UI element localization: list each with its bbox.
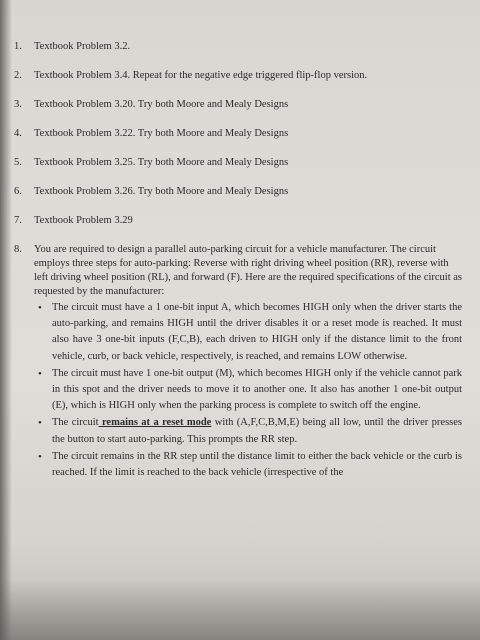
spec-bullet-inputs bbox=[34, 300, 462, 365]
problem-text: Textbook Problem 3.20. Try both Moore and Mealy Designs bbox=[34, 99, 289, 110]
spec-bullet-rr-step bbox=[34, 449, 462, 481]
problem-number: 8. bbox=[14, 244, 22, 255]
problem-text: Textbook Problem 3.29 bbox=[34, 215, 133, 226]
page-bottom-shadow bbox=[0, 580, 480, 640]
problem-number: 7. bbox=[14, 215, 22, 226]
problem-item-3 bbox=[14, 98, 462, 112]
spec-text-emphasis: remains at a reset mode bbox=[98, 417, 212, 429]
spec-bullet-outputs bbox=[34, 366, 462, 415]
problem-item-8 bbox=[14, 243, 462, 481]
problem-number: 3. bbox=[14, 99, 22, 110]
problem-text: Textbook Problem 3.2. bbox=[34, 41, 131, 52]
spec-text-post: with (A,F,C,B,M,E) being all low, until the driver presses the button to start auto-parking. This prompts the RR step. bbox=[52, 417, 462, 445]
spec-text: The circuit remains in the RR step until the distance limit to either the back vehicle or the curb is reached. If the limit is reached to the back vehicle (irrespective of the bbox=[52, 450, 462, 479]
bullet-icon: • bbox=[38, 367, 42, 380]
problem-8-intro: You are required to design a parallel auto-parking circuit for a vehicle manufacturer. The circuit employs three steps for auto-parking: Reverse with right driving wheel position (RR), reverse with left driving wheel position (RL), and forward (F). Here are the required specifications of the circuit as requested by the manufacturer: bbox=[34, 244, 463, 297]
problem-list bbox=[14, 40, 462, 481]
problem-item-4 bbox=[14, 127, 462, 141]
spec-bullet-reset-mode bbox=[34, 415, 462, 447]
problem-number: 6. bbox=[14, 186, 22, 197]
problem-text: Textbook Problem 3.22. Try both Moore and Mealy Designs bbox=[34, 128, 289, 139]
page-edge-shadow bbox=[0, 0, 12, 640]
cut-off-header bbox=[155, 0, 325, 8]
problem-text: Textbook Problem 3.4. Repeat for the negative edge triggered flip-flop version. bbox=[34, 70, 368, 81]
bullet-icon: • bbox=[38, 450, 42, 463]
problem-number: 4. bbox=[14, 128, 22, 139]
problem-item-6 bbox=[14, 185, 462, 199]
spec-text-pre: The circuit bbox=[52, 417, 99, 429]
problem-text: Textbook Problem 3.26. Try both Moore and Mealy Designs bbox=[34, 186, 289, 197]
spec-text: The circuit must have 1 one-bit output (M), which becomes HIGH only if the vehicle cannot park in this spot and the driver needs to move it to another one. It also has another 1 one-bit output (E), which is HIGH only when the parking process is complete to switch off the engine. bbox=[52, 367, 462, 412]
problem-number: 1. bbox=[14, 41, 22, 52]
problem-item-5 bbox=[14, 156, 462, 170]
problem-item-7 bbox=[14, 214, 462, 228]
bullet-icon: • bbox=[38, 417, 42, 430]
problem-number: 5. bbox=[14, 157, 22, 168]
problem-number: 2. bbox=[14, 70, 22, 81]
problem-item-2 bbox=[14, 69, 462, 83]
specification-list bbox=[34, 300, 462, 481]
problem-item-1 bbox=[14, 40, 462, 54]
bullet-icon: • bbox=[38, 302, 42, 314]
problem-text: Textbook Problem 3.25. Try both Moore and Mealy Designs bbox=[34, 157, 289, 168]
spec-text: The circuit must have a 1 one-bit input A, which becomes HIGH only when the driver starts the auto-parking, and remains HIGH until the driver disables it or a reset mode is reached. It must also have 3 one-bit inputs (F,C,B), each driven to HIGH only if the distance limit to the front vehicle, curb, or back vehicle, respectively, is reached, and remains LOW otherwise. bbox=[52, 302, 462, 362]
